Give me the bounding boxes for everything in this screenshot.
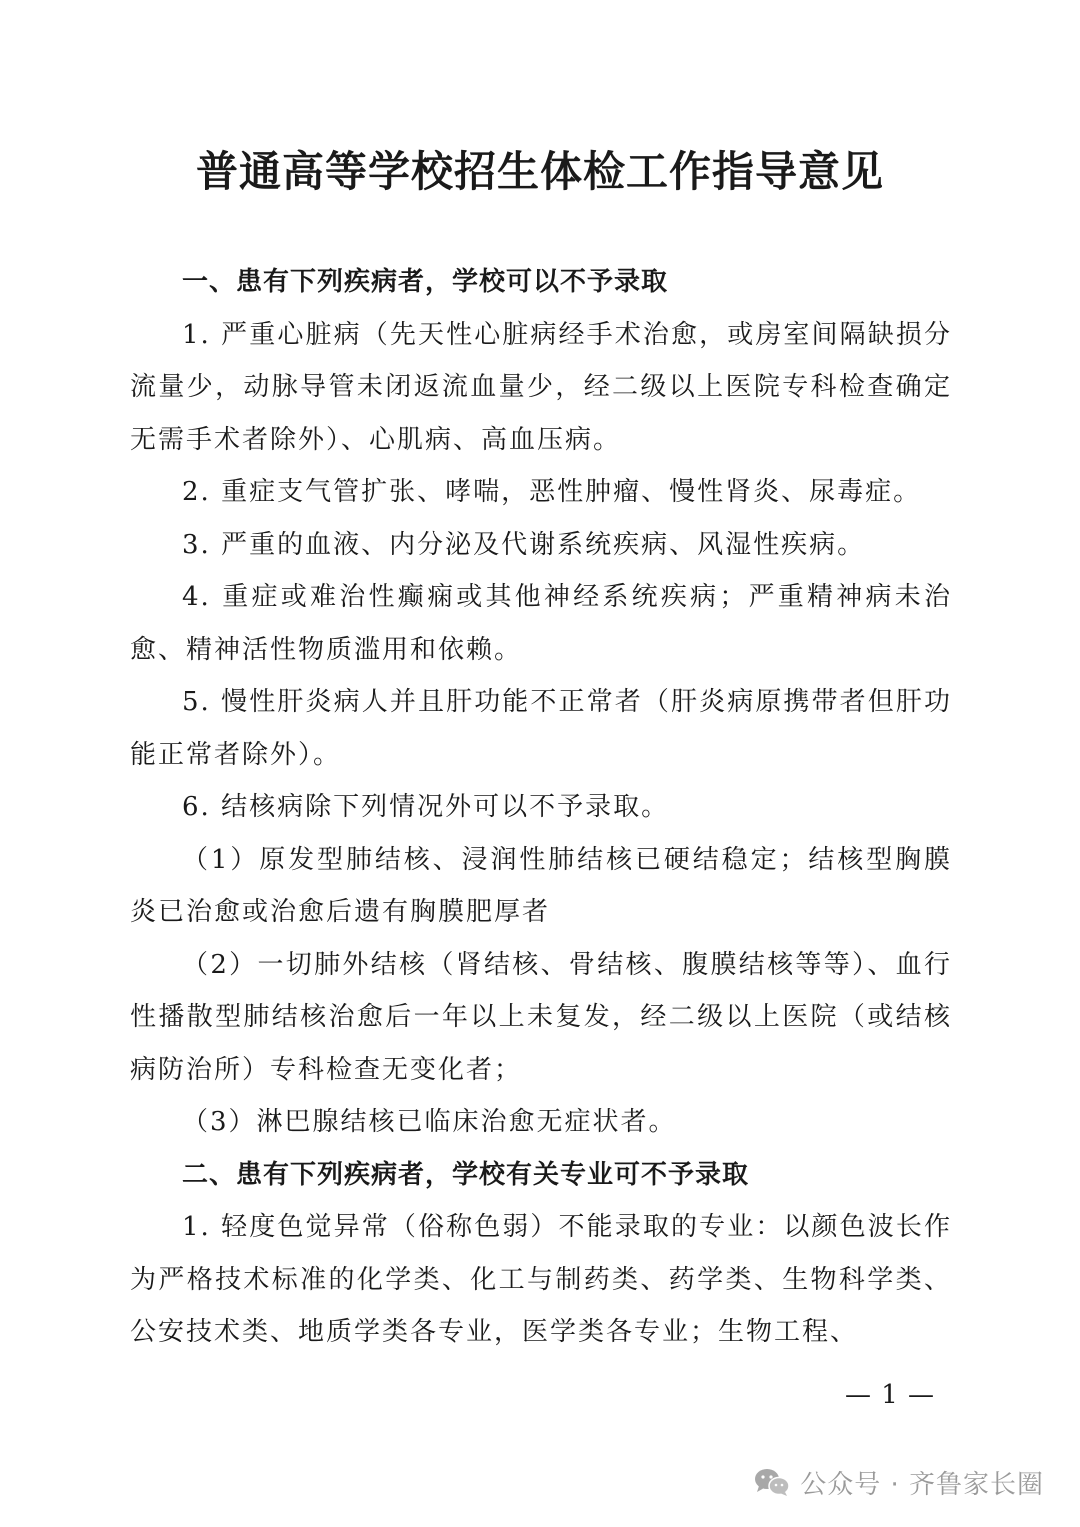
page-number: — 1 — <box>844 1380 936 1410</box>
list-item: 6. 结核病除下列情况外可以不予录取。 <box>182 792 670 822</box>
list-item: （1）原发型肺结核、浸润性肺结核已硬结稳定；结核型胸膜炎已治愈或治愈后遗有胸膜肥厚者 <box>130 844 952 927</box>
list-item: 1. 严重心脏病（先天性心脏病经手术治愈，或房室间隔缺损分流量少，动脉导管未闭返流血量少，经二级以上医院专科检查确定无需手术者除外）、心肌病、高血压病。 <box>130 319 952 455</box>
list-item: 4. 重症或难治性癫痫或其他神经系统疾病；严重精神病未治愈、精神活性物质滥用和依赖。 <box>130 582 952 665</box>
watermark <box>754 1462 1044 1502</box>
list-item: 2. 重症支气管扩张、哮喘，恶性肿瘤、慢性肾炎、尿毒症。 <box>182 477 922 507</box>
document-title: 普通高等学校招生体检工作指导意见 <box>195 147 884 196</box>
section-heading: 一、患有下列疾病者，学校可以不予录取 <box>182 267 669 297</box>
list-item: （3）淋巴腺结核已临床治愈无症状者。 <box>182 1107 677 1137</box>
list-item: 5. 慢性肝炎病人并且肝功能不正常者（肝炎病原携带者但肝功能正常者除外）。 <box>130 687 952 770</box>
wechat-icon <box>754 1467 790 1497</box>
watermark-text: 公众号 · 齐鲁家长圈 <box>800 1469 1044 1500</box>
document-body <box>130 256 952 1359</box>
section-heading: 二、患有下列疾病者，学校有关专业可不予录取 <box>182 1159 750 1190</box>
list-item: （2）一切肺外结核（肾结核、骨结核、腹膜结核等等）、血行性播散型肺结核治愈后一年以上未复发，经二级以上医院（或结核病防治所）专科检查无变化者； <box>130 949 952 1085</box>
list-item: 1. 轻度色觉异常（俗称色弱）不能录取的专业：以颜色波长作为严格技术标准的化学类、化工与制药类、药学类、生物科学类、公安技术类、地质学类各专业，医学类各专业；生物工程、 <box>130 1212 952 1347</box>
list-item: 3. 严重的血液、内分泌及代谢系统疾病、风湿性疾病。 <box>182 529 866 560</box>
